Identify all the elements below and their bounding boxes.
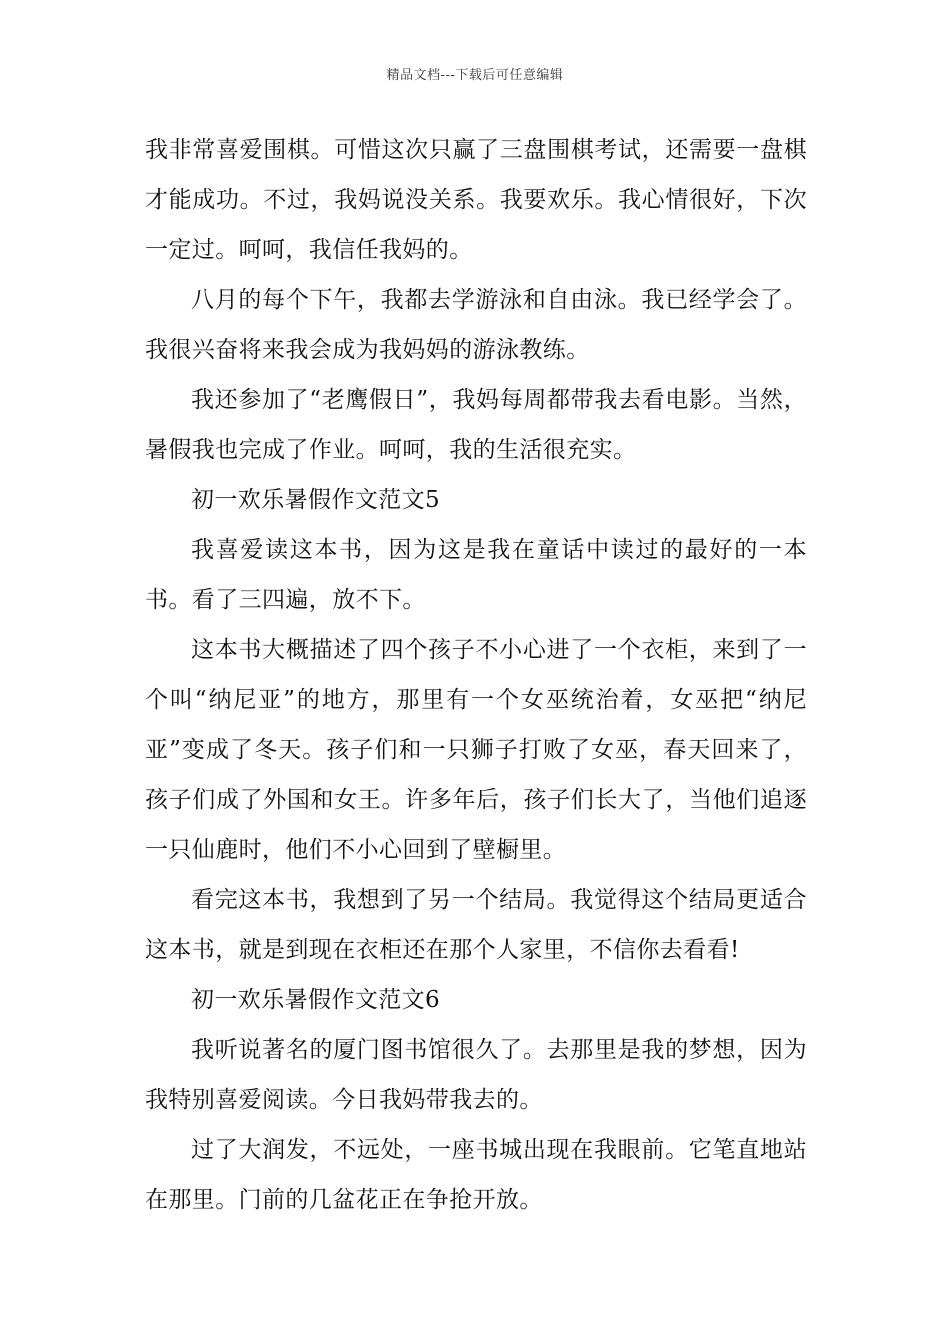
paragraph-1: 我非常喜爱围棋。可惜这次只赢了三盘围棋考试，还需要一盘棋才能成功。不过，我妈说没关系。我要欢乐。我心情很好，下次一定过。呵呵，我信任我妈的。 xyxy=(145,137,807,263)
paragraph-5: 这本书大概描述了四个孩子不小心进了一个衣柜，来到了一个叫“纳尼亚”的地方，那里有一个女巫统治着，女巫把“纳尼亚”变成了冬天。孩子们和一只狮子打败了女巫，春天回来了，孩子们成了外国和女王。许多年后，孩子们长大了，当他们追逐一只仙鹿时，他们不小心回到了壁橱里。 xyxy=(145,637,807,863)
paragraph-8: 过了大润发，不远处，一座书城出现在我眼前。它笔直地站在那里。门前的几盆花正在争抢开放。 xyxy=(145,1137,807,1213)
paragraph-7: 我听说著名的厦门图书馆很久了。去那里是我的梦想，因为我特别喜爱阅读。今日我妈带我去的。 xyxy=(145,1037,807,1113)
section-heading-6: 初一欢乐暑假作文范文6 xyxy=(191,987,441,1013)
paragraph-4: 我喜爱读这本书，因为这是我在童话中读过的最好的一本书。看了三四遍，放不下。 xyxy=(145,537,807,613)
page-header: 精品文档---下载后可任意编辑 xyxy=(386,68,564,83)
paragraph-6: 看完这本书，我想到了另一个结局。我觉得这个结局更适合这本书，就是到现在衣柜还在那个人家里，不信你去看看! xyxy=(145,887,807,963)
document-body xyxy=(145,125,807,1225)
paragraph-3: 我还参加了“老鹰假日”，我妈每周都带我去看电影。当然，暑假我也完成了作业。呵呵，我的生活很充实。 xyxy=(145,387,807,463)
paragraph-2: 八月的每个下午，我都去学游泳和自由泳。我已经学会了。我很兴奋将来我会成为我妈妈的游泳教练。 xyxy=(145,287,807,363)
section-heading-5: 初一欢乐暑假作文范文5 xyxy=(191,487,441,513)
